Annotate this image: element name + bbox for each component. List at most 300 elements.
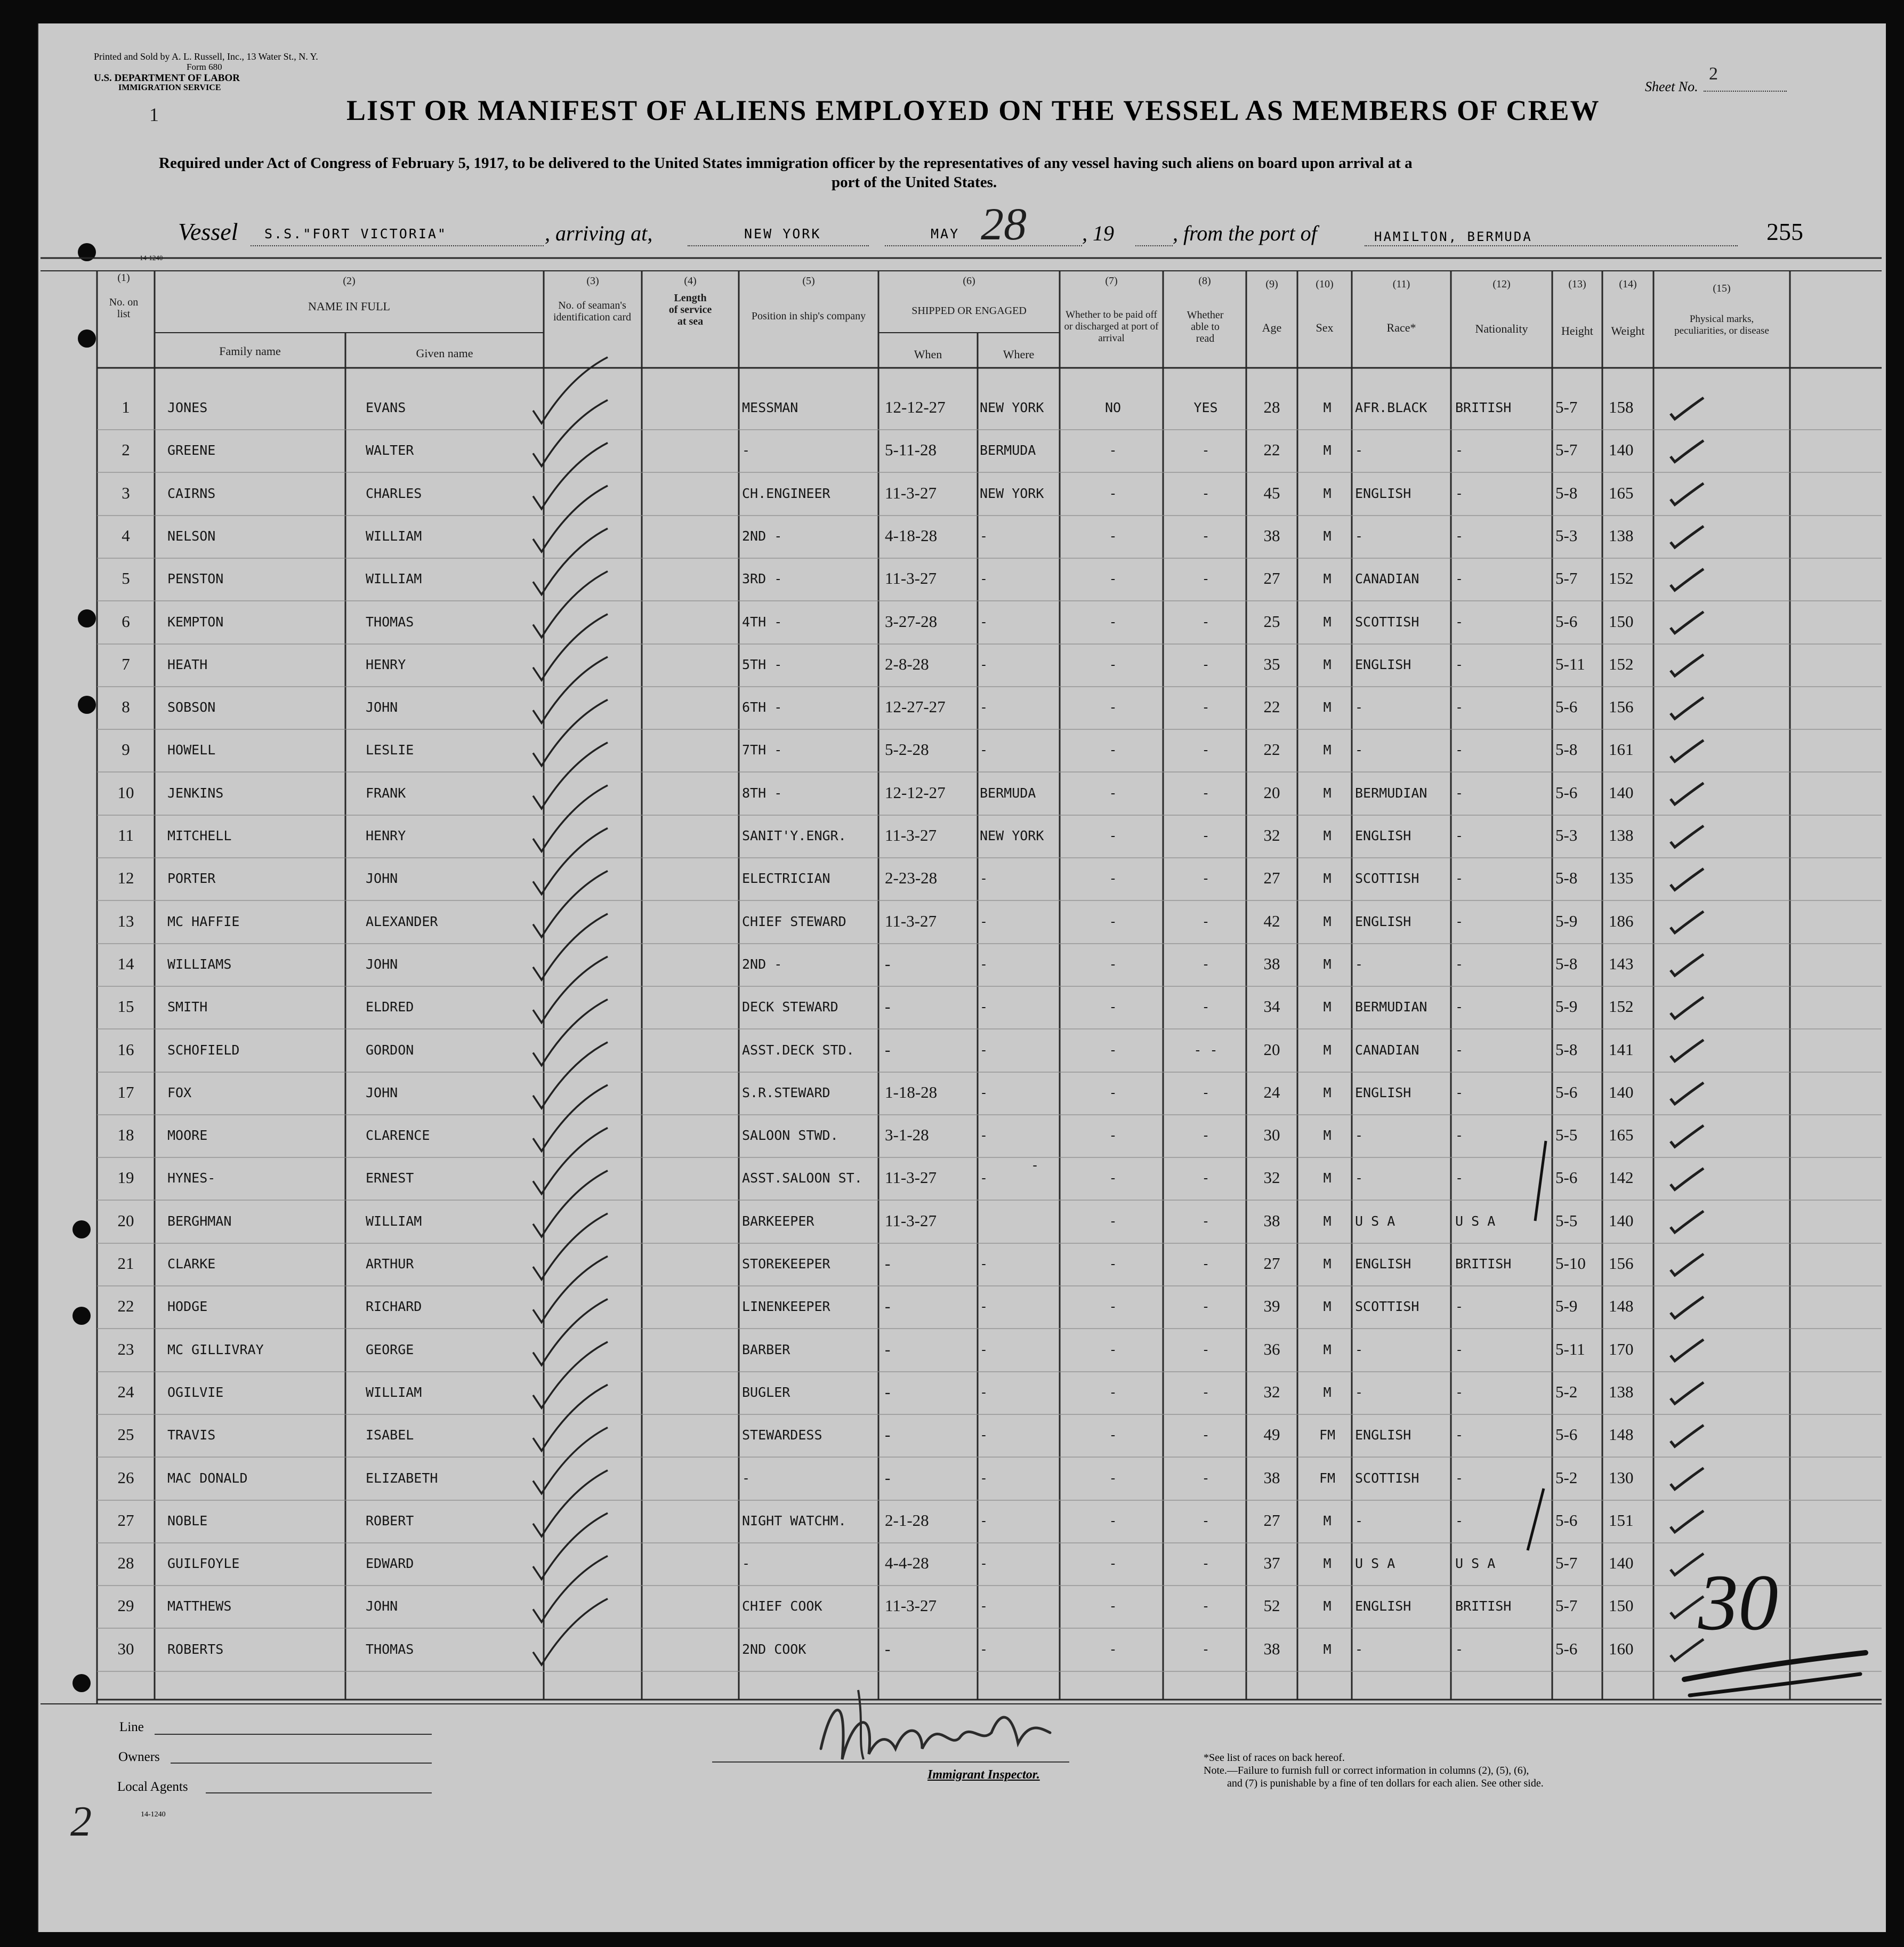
shipped-when: 2-8-28 bbox=[885, 654, 929, 673]
position: - bbox=[742, 1556, 751, 1572]
age: 27 bbox=[1263, 868, 1280, 888]
sex: M bbox=[1323, 656, 1332, 672]
position: NIGHT WATCHM. bbox=[742, 1512, 846, 1528]
age: 28 bbox=[1263, 398, 1280, 416]
weight: 138 bbox=[1609, 826, 1634, 844]
weight: 161 bbox=[1609, 740, 1634, 759]
family-name: HYNES- bbox=[167, 1170, 216, 1186]
row-number: 3 bbox=[122, 483, 130, 502]
nationality: BRITISH bbox=[1455, 1256, 1512, 1272]
given-name: ERNEST bbox=[366, 1170, 414, 1186]
able-to-read: - bbox=[1201, 1341, 1210, 1357]
shipped-when: 11-3-27 bbox=[885, 1596, 937, 1615]
paid-off: - bbox=[1109, 699, 1117, 715]
race: - bbox=[1355, 1128, 1364, 1144]
weight: 152 bbox=[1609, 997, 1634, 1016]
able-to-read: - bbox=[1201, 528, 1210, 544]
race: CANADIAN bbox=[1355, 1042, 1419, 1058]
vessel-name: S.S."FORT VICTORIA" bbox=[264, 226, 447, 242]
col-shipped-num: (6) bbox=[963, 275, 975, 287]
check-mark bbox=[1671, 1297, 1704, 1318]
race: - bbox=[1355, 1384, 1364, 1400]
check-mark bbox=[533, 1256, 608, 1322]
sex: M bbox=[1323, 528, 1332, 544]
paid-off: - bbox=[1109, 442, 1117, 458]
shipped-when: 11-3-27 bbox=[885, 569, 937, 588]
height: 5-8 bbox=[1555, 740, 1578, 759]
check-mark bbox=[533, 657, 608, 723]
race: SCOTTISH bbox=[1355, 1299, 1419, 1315]
shipped-where: - bbox=[980, 913, 988, 929]
family-name: JONES bbox=[167, 400, 208, 415]
row-number: 22 bbox=[117, 1297, 134, 1316]
age: 22 bbox=[1263, 697, 1280, 717]
race: ENGLISH bbox=[1355, 485, 1411, 501]
weight: 148 bbox=[1609, 1425, 1634, 1444]
race: SCOTTISH bbox=[1355, 871, 1419, 887]
row-number: 5 bbox=[122, 569, 130, 588]
given-name: GEORGE bbox=[366, 1341, 414, 1357]
check-mark bbox=[1671, 1340, 1704, 1361]
weight: 138 bbox=[1609, 1382, 1634, 1401]
row-number: 21 bbox=[117, 1254, 134, 1273]
weight: 151 bbox=[1609, 1510, 1634, 1530]
sex: M bbox=[1323, 614, 1332, 630]
weight: 156 bbox=[1609, 697, 1634, 717]
row-number: 28 bbox=[117, 1554, 134, 1573]
position: - bbox=[742, 442, 751, 458]
col-position-header: Position in ship's company bbox=[751, 310, 866, 322]
shipped-where: - bbox=[980, 1598, 988, 1614]
able-to-read: - - bbox=[1193, 1042, 1218, 1058]
family-name: MC GILLIVRAY bbox=[167, 1341, 264, 1357]
able-to-read: - bbox=[1201, 699, 1210, 715]
nationality: - bbox=[1455, 1341, 1464, 1357]
height: 5-8 bbox=[1555, 1040, 1578, 1059]
race: ENGLISH bbox=[1355, 913, 1411, 929]
family-name: MAC DONALD bbox=[167, 1470, 248, 1486]
col-position-num: (5) bbox=[802, 275, 815, 287]
check-mark bbox=[1671, 398, 1704, 419]
sex: M bbox=[1323, 913, 1332, 929]
check-mark bbox=[533, 1556, 608, 1622]
handwritten-total: 30 bbox=[1698, 1558, 1778, 1647]
age: 37 bbox=[1263, 1554, 1280, 1573]
age: 38 bbox=[1263, 1639, 1280, 1658]
nationality: - bbox=[1455, 956, 1464, 972]
col-age-header: Age bbox=[1262, 321, 1282, 334]
family-name: CAIRNS bbox=[167, 485, 216, 501]
row-number: 24 bbox=[117, 1382, 134, 1401]
able-to-read: - bbox=[1201, 956, 1210, 972]
position: CHIEF COOK bbox=[742, 1598, 822, 1614]
weight: 140 bbox=[1609, 1082, 1634, 1101]
shipped-where: NEW YORK bbox=[980, 485, 1044, 501]
shipped-when: 5-11-28 bbox=[885, 440, 937, 460]
shipped-when: 12-12-27 bbox=[885, 398, 946, 416]
shipped-where: - bbox=[980, 1256, 988, 1272]
check-mark bbox=[533, 1128, 608, 1194]
footer-form-code: 14-1240 bbox=[141, 1811, 166, 1819]
subtitle: Required under Act of Congress of February 5, 1917, to be delivered to the United States immigration officer by the representatives of any vessel having such aliens on board upon arrival at a bbox=[159, 155, 1413, 172]
footer-note: and (7) is punishable by a fine of ten dollars for each alien. See other side. bbox=[1227, 1777, 1544, 1789]
able-to-read: - bbox=[1201, 485, 1210, 501]
sex: FM bbox=[1319, 1470, 1336, 1486]
race: - bbox=[1355, 699, 1364, 715]
position: S.R.STEWARD bbox=[742, 1084, 830, 1100]
age: 38 bbox=[1263, 1211, 1280, 1230]
height: 5-6 bbox=[1555, 1639, 1578, 1658]
position: BUGLER bbox=[742, 1384, 790, 1400]
position: 2ND COOK bbox=[742, 1641, 806, 1657]
family-name: SOBSON bbox=[167, 699, 216, 715]
paid-off: - bbox=[1109, 871, 1117, 887]
given-name: THOMAS bbox=[366, 1641, 414, 1657]
total-underline bbox=[1674, 1642, 1876, 1701]
nationality: - bbox=[1455, 1084, 1464, 1100]
height: 5-8 bbox=[1555, 954, 1578, 973]
position: STEWARDESS bbox=[742, 1427, 822, 1443]
nationality: - bbox=[1455, 614, 1464, 630]
shipped-when: 12-12-27 bbox=[885, 783, 946, 802]
sex: M bbox=[1323, 1556, 1332, 1572]
nationality: - bbox=[1455, 528, 1464, 544]
height: 5-9 bbox=[1555, 1297, 1578, 1316]
weight: 170 bbox=[1609, 1339, 1634, 1358]
sex: M bbox=[1323, 1341, 1332, 1357]
given-name: EDWARD bbox=[366, 1556, 414, 1572]
footer-agents-label: Local Agents bbox=[117, 1780, 188, 1794]
height: 5-6 bbox=[1555, 1168, 1578, 1187]
position: LINENKEEPER bbox=[742, 1299, 830, 1315]
weight: 150 bbox=[1609, 1596, 1634, 1615]
weight: 165 bbox=[1609, 483, 1634, 502]
weight: 158 bbox=[1609, 398, 1634, 416]
col-nationality-num: (12) bbox=[1492, 278, 1511, 290]
shipped-when: 11-3-27 bbox=[885, 483, 937, 502]
check-mark bbox=[1671, 484, 1704, 505]
nationality: - bbox=[1455, 656, 1464, 672]
weight: 152 bbox=[1609, 654, 1634, 673]
age: 30 bbox=[1263, 1125, 1280, 1145]
family-name: MITCHELL bbox=[167, 828, 232, 843]
nationality: - bbox=[1455, 785, 1464, 801]
paid-off: - bbox=[1109, 828, 1117, 843]
col-marks-header: Physical marks, peculiarities, or disease bbox=[1674, 313, 1769, 336]
given-name: EVANS bbox=[366, 400, 406, 415]
weight: 156 bbox=[1609, 1254, 1634, 1273]
check-mark bbox=[1671, 1425, 1704, 1446]
sex: M bbox=[1323, 1512, 1332, 1528]
check-mark bbox=[533, 1428, 608, 1494]
given-name: HENRY bbox=[366, 828, 406, 843]
position: 3RD - bbox=[742, 571, 782, 587]
col-paid-header: Whether to be paid off or discharged at port of arrival bbox=[1064, 309, 1159, 344]
paid-off: - bbox=[1109, 1341, 1117, 1357]
given-name: ISABEL bbox=[366, 1427, 414, 1443]
race: ENGLISH bbox=[1355, 1598, 1411, 1614]
age: 27 bbox=[1263, 1254, 1280, 1273]
shipped-when: - bbox=[885, 1339, 891, 1358]
shipped-where: - bbox=[980, 999, 988, 1015]
shipped-when: - bbox=[885, 1425, 891, 1444]
shipped-when: 11-3-27 bbox=[885, 826, 937, 844]
age: 38 bbox=[1263, 1468, 1280, 1487]
shipped-where: NEW YORK bbox=[980, 400, 1044, 415]
nationality: - bbox=[1455, 1042, 1464, 1058]
able-to-read: - bbox=[1201, 656, 1210, 672]
family-name: WILLIAMS bbox=[167, 956, 232, 972]
check-mark bbox=[1671, 612, 1704, 633]
position: CHIEF STEWARD bbox=[742, 913, 846, 929]
subtitle: port of the United States. bbox=[832, 174, 997, 191]
position: STOREKEEPER bbox=[742, 1256, 830, 1272]
row-number: 23 bbox=[117, 1339, 134, 1358]
paid-off: - bbox=[1109, 742, 1117, 758]
col-read-header: Whether able to read bbox=[1187, 309, 1224, 344]
shipped-where: - bbox=[980, 1170, 988, 1186]
given-name: THOMAS bbox=[366, 614, 414, 630]
race: ENGLISH bbox=[1355, 1256, 1411, 1272]
sex: M bbox=[1323, 1170, 1332, 1186]
height: 5-11 bbox=[1555, 1339, 1585, 1358]
shipped-when: 4-4-28 bbox=[885, 1554, 929, 1573]
given-name: JOHN bbox=[366, 956, 398, 972]
check-mark bbox=[1671, 1040, 1704, 1061]
row-number: 6 bbox=[122, 612, 130, 631]
shipped-when: 5-2-28 bbox=[885, 740, 929, 759]
check-mark bbox=[533, 572, 608, 638]
age: 36 bbox=[1263, 1339, 1280, 1358]
able-to-read: - bbox=[1201, 871, 1210, 887]
given-name: FRANK bbox=[366, 785, 406, 801]
row-number: 1 bbox=[122, 398, 130, 416]
paid-off: - bbox=[1109, 1427, 1117, 1443]
shipped-when: 2-1-28 bbox=[885, 1510, 929, 1530]
arriving-port: NEW YORK bbox=[744, 226, 821, 242]
shipped-where: BERMUDA bbox=[980, 442, 1036, 458]
weight: 165 bbox=[1609, 1125, 1634, 1145]
shipped-when: - bbox=[885, 1040, 891, 1059]
family-name: SCHOFIELD bbox=[167, 1042, 240, 1058]
col-age-num: (9) bbox=[1265, 278, 1278, 290]
race: BERMUDIAN bbox=[1355, 999, 1427, 1015]
age: 32 bbox=[1263, 1382, 1280, 1401]
able-to-read: - bbox=[1201, 1384, 1210, 1400]
shipped-where: - bbox=[980, 742, 988, 758]
nationality: - bbox=[1455, 1641, 1464, 1657]
position: 5TH - bbox=[742, 656, 782, 672]
row-number: 18 bbox=[117, 1125, 134, 1145]
given-name: WILLIAM bbox=[366, 571, 422, 587]
shipped-when: 11-3-27 bbox=[885, 1168, 937, 1187]
age: 49 bbox=[1263, 1425, 1280, 1444]
shipped-when: 3-1-28 bbox=[885, 1125, 929, 1145]
weight: 140 bbox=[1609, 440, 1634, 460]
check-mark bbox=[533, 1599, 608, 1665]
family-name: HEATH bbox=[167, 656, 208, 672]
height: 5-2 bbox=[1555, 1468, 1578, 1487]
weight: 160 bbox=[1609, 1639, 1634, 1658]
row-number: 29 bbox=[117, 1596, 134, 1615]
race: - bbox=[1355, 442, 1364, 458]
family-name: FOX bbox=[167, 1084, 192, 1100]
col-paid-num: (7) bbox=[1105, 275, 1118, 287]
position: ELECTRICIAN bbox=[742, 871, 830, 887]
paid-off: - bbox=[1109, 614, 1117, 630]
check-mark bbox=[533, 1513, 608, 1579]
col-where-header: Where bbox=[1003, 348, 1035, 361]
nationality: - bbox=[1455, 699, 1464, 715]
family-name: BERGHMAN bbox=[167, 1213, 232, 1229]
family-name: MC HAFFIE bbox=[167, 913, 240, 929]
check-mark bbox=[1671, 526, 1704, 548]
weight: 150 bbox=[1609, 612, 1634, 631]
height: 5-6 bbox=[1555, 1425, 1578, 1444]
family-name: NELSON bbox=[167, 528, 216, 544]
family-name: SMITH bbox=[167, 999, 208, 1015]
sex: M bbox=[1323, 442, 1332, 458]
check-mark bbox=[533, 743, 608, 809]
col-id-header: No. of seaman's identification card bbox=[553, 300, 632, 323]
shipped-when: - bbox=[885, 1382, 891, 1401]
col-service-num: (4) bbox=[684, 275, 697, 287]
able-to-read: - bbox=[1201, 442, 1210, 458]
age: 52 bbox=[1263, 1596, 1280, 1615]
able-to-read: - bbox=[1201, 1299, 1210, 1315]
shipped-when: 11-3-27 bbox=[885, 911, 937, 930]
position: BARBER bbox=[742, 1341, 790, 1357]
race: - bbox=[1355, 742, 1364, 758]
sex: M bbox=[1323, 1299, 1332, 1315]
check-mark bbox=[1671, 697, 1704, 719]
race: - bbox=[1355, 1341, 1364, 1357]
nationality: - bbox=[1455, 1384, 1464, 1400]
row-number: 12 bbox=[117, 868, 134, 888]
footer-note: *See list of races on back hereof. bbox=[1204, 1752, 1345, 1764]
col-service-header: Length of service at sea bbox=[668, 292, 712, 327]
paid-off: - bbox=[1109, 1299, 1117, 1315]
row-number: 8 bbox=[122, 697, 130, 717]
able-to-read: - bbox=[1201, 913, 1210, 929]
check-mark bbox=[533, 871, 608, 937]
sex: M bbox=[1323, 1256, 1332, 1272]
check-mark bbox=[533, 1042, 608, 1108]
age: 25 bbox=[1263, 612, 1280, 631]
position: 7TH - bbox=[742, 742, 782, 758]
paid-off: - bbox=[1109, 785, 1117, 801]
shipped-when: 4-18-28 bbox=[885, 526, 938, 545]
col-given-header: Given name bbox=[416, 347, 473, 360]
check-mark bbox=[533, 486, 608, 552]
able-to-read: - bbox=[1201, 742, 1210, 758]
sex: M bbox=[1323, 956, 1332, 972]
paid-off: - bbox=[1109, 528, 1117, 544]
family-name: PENSTON bbox=[167, 571, 224, 587]
printer-line: Printed and Sold by A. L. Russell, Inc., 13 Water St., N. Y. bbox=[94, 51, 318, 62]
position: 4TH - bbox=[742, 614, 782, 630]
height: 5-7 bbox=[1555, 569, 1578, 588]
shipped-where: - bbox=[980, 656, 988, 672]
col-height-header: Height bbox=[1561, 324, 1593, 337]
shipped-where: - bbox=[980, 614, 988, 630]
nationality: U S A bbox=[1455, 1556, 1496, 1572]
given-name: HENRY bbox=[366, 656, 406, 672]
sex: M bbox=[1323, 1084, 1332, 1100]
shipped-where: - bbox=[980, 528, 988, 544]
nationality: U S A bbox=[1455, 1213, 1496, 1229]
paid-off: - bbox=[1109, 1384, 1117, 1400]
shipped-where: BERMUDA bbox=[980, 785, 1036, 801]
age: 27 bbox=[1263, 569, 1280, 588]
row-number: 25 bbox=[117, 1425, 134, 1444]
row-number: 7 bbox=[122, 654, 130, 673]
race: - bbox=[1355, 1641, 1364, 1657]
col-race-header: Race* bbox=[1386, 321, 1416, 334]
col-nationality-header: Nationality bbox=[1475, 322, 1528, 335]
weight: 138 bbox=[1609, 526, 1634, 545]
position: MESSMAN bbox=[742, 400, 798, 415]
pen-stroke bbox=[1535, 1141, 1546, 1221]
age: 32 bbox=[1263, 1168, 1280, 1187]
height: 5-8 bbox=[1555, 483, 1578, 502]
row-number: 10 bbox=[117, 783, 134, 802]
shipped-when: 1-18-28 bbox=[885, 1082, 938, 1101]
height: 5-2 bbox=[1555, 1382, 1578, 1401]
sheet-number: 2 bbox=[1709, 64, 1718, 84]
check-mark bbox=[533, 1171, 608, 1237]
check-mark bbox=[1671, 1382, 1704, 1404]
check-mark bbox=[1671, 740, 1704, 761]
shipped-where: - bbox=[980, 1384, 988, 1400]
page-title: LIST OR MANIFEST OF ALIENS EMPLOYED ON THE VESSEL AS MEMBERS OF CREW bbox=[346, 94, 1600, 126]
position: SALOON STWD. bbox=[742, 1128, 838, 1144]
vessel-label: Vessel bbox=[178, 218, 238, 245]
race: ENGLISH bbox=[1355, 1084, 1411, 1100]
paid-off: - bbox=[1109, 1213, 1117, 1229]
weight: 186 bbox=[1609, 911, 1634, 930]
nationality: - bbox=[1455, 742, 1464, 758]
given-name: ARTHUR bbox=[366, 1256, 414, 1272]
sex: M bbox=[1323, 1641, 1332, 1657]
given-name: WILLIAM bbox=[366, 528, 422, 544]
paid-off: - bbox=[1109, 656, 1117, 672]
family-name: HODGE bbox=[167, 1299, 208, 1315]
position: ASST.DECK STD. bbox=[742, 1042, 854, 1058]
shipped-where: - bbox=[980, 1641, 988, 1657]
height: 5-9 bbox=[1555, 997, 1578, 1016]
age: 22 bbox=[1263, 440, 1280, 460]
race: - bbox=[1355, 528, 1364, 544]
race: ENGLISH bbox=[1355, 1427, 1411, 1443]
shipped-when: - bbox=[885, 1639, 891, 1658]
family-name: OGILVIE bbox=[167, 1384, 224, 1400]
col-marks-num: (15) bbox=[1713, 283, 1731, 294]
sheet-label: Sheet No. bbox=[1645, 79, 1698, 94]
nationality: - bbox=[1455, 999, 1464, 1015]
able-to-read: - bbox=[1201, 785, 1210, 801]
check-mark bbox=[1671, 655, 1704, 676]
footer-note: Note.—Failure to furnish full or correct information in columns (2), (5), (6), bbox=[1204, 1765, 1529, 1776]
able-to-read: - bbox=[1201, 1556, 1210, 1572]
footer-line-underline bbox=[155, 1734, 432, 1735]
sex: M bbox=[1323, 1598, 1332, 1614]
able-to-read: - bbox=[1201, 1084, 1210, 1100]
able-to-read: - bbox=[1201, 1170, 1210, 1186]
row-number: 26 bbox=[117, 1468, 134, 1487]
corner-mark: 1 bbox=[149, 104, 159, 125]
shipped-where: - bbox=[980, 1470, 988, 1486]
